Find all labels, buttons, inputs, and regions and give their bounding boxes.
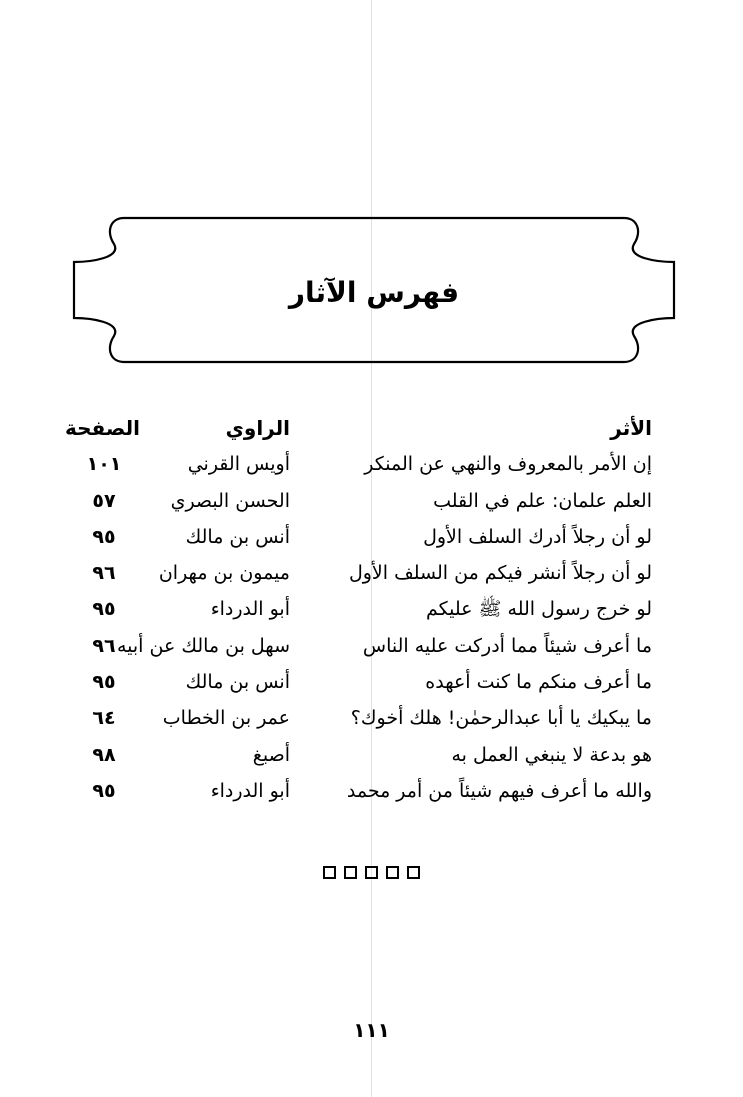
rawi-name: سهل بن مالك عن أبيه <box>116 634 290 657</box>
page-title: فهرس الآثار <box>288 276 460 309</box>
athar-text: ما أعرف شيئاً مما أدركت عليه الناس <box>362 634 652 657</box>
table-row <box>68 737 652 773</box>
table-row <box>68 446 652 482</box>
rawi-name: أنس بن مالك <box>185 671 290 694</box>
athar-text: لو خرج رسول الله ﷺ عليكم <box>425 598 652 621</box>
table-row <box>68 519 652 555</box>
table-row <box>68 483 652 519</box>
athar-text: لو أن رجلاً أنشر فيكم من السلف الأول <box>348 562 652 585</box>
table-header-row <box>64 410 652 446</box>
rawi-name: ميمون بن مهران <box>158 562 290 585</box>
page-ref: ٩٦ <box>92 634 116 657</box>
athar-text: ما أعرف منكم ما كنت أعهده <box>425 671 652 694</box>
table-row <box>68 591 652 627</box>
square-ornament-icon <box>386 866 399 879</box>
page-ref: ٥٧ <box>92 489 116 512</box>
page-ref: ٦٤ <box>92 707 116 730</box>
section-end-ornament <box>0 866 743 879</box>
column-header-page: الصفحة <box>64 416 140 440</box>
athar-text: العلم علمان: علم في القلب <box>433 489 652 512</box>
rawi-name: عمر بن الخطاب <box>162 707 290 730</box>
rawi-name: أنس بن مالك <box>185 525 290 548</box>
table-row <box>68 773 652 809</box>
page-ref: ١٠١ <box>86 453 122 476</box>
rawi-name: أبو الدرداء <box>210 779 290 802</box>
page-ref: ٩٥ <box>92 671 116 694</box>
rawi-name: أبو الدرداء <box>210 598 290 621</box>
square-ornament-icon <box>344 866 357 879</box>
athar-text: إن الأمر بالمعروف والنهي عن المنكر <box>364 453 652 476</box>
square-ornament-icon <box>365 866 378 879</box>
rawi-name: الحسن البصري <box>170 489 290 512</box>
page-ref: ٩٥ <box>92 598 116 621</box>
column-header-athar: الأثر <box>610 416 652 440</box>
page-ref: ٩٥ <box>92 525 116 548</box>
column-header-rawi: الراوي <box>225 416 290 440</box>
table-row <box>68 628 652 664</box>
table-row <box>68 555 652 591</box>
table-row <box>68 664 652 700</box>
page-ref: ٩٥ <box>92 779 116 802</box>
page-ref: ٩٨ <box>92 743 116 766</box>
athar-text: ما يبكيك يا أبا عبدالرحمٰن! هلك أخوك؟ <box>350 707 652 730</box>
rawi-name: أصبغ <box>252 743 290 766</box>
athar-index-table <box>64 410 652 809</box>
athar-text: لو أن رجلاً أدرك السلف الأول <box>423 525 652 548</box>
rawi-name: أويس القرني <box>187 453 290 476</box>
athar-text: هو بدعة لا ينبغي العمل به <box>451 743 652 766</box>
square-ornament-icon <box>407 866 420 879</box>
square-ornament-icon <box>323 866 336 879</box>
athar-text: والله ما أعرف فيهم شيئاً من أمر محمد <box>346 779 652 802</box>
page-number: ١١١ <box>353 1018 390 1042</box>
page-ref: ٩٦ <box>92 562 116 585</box>
table-row <box>68 700 652 736</box>
